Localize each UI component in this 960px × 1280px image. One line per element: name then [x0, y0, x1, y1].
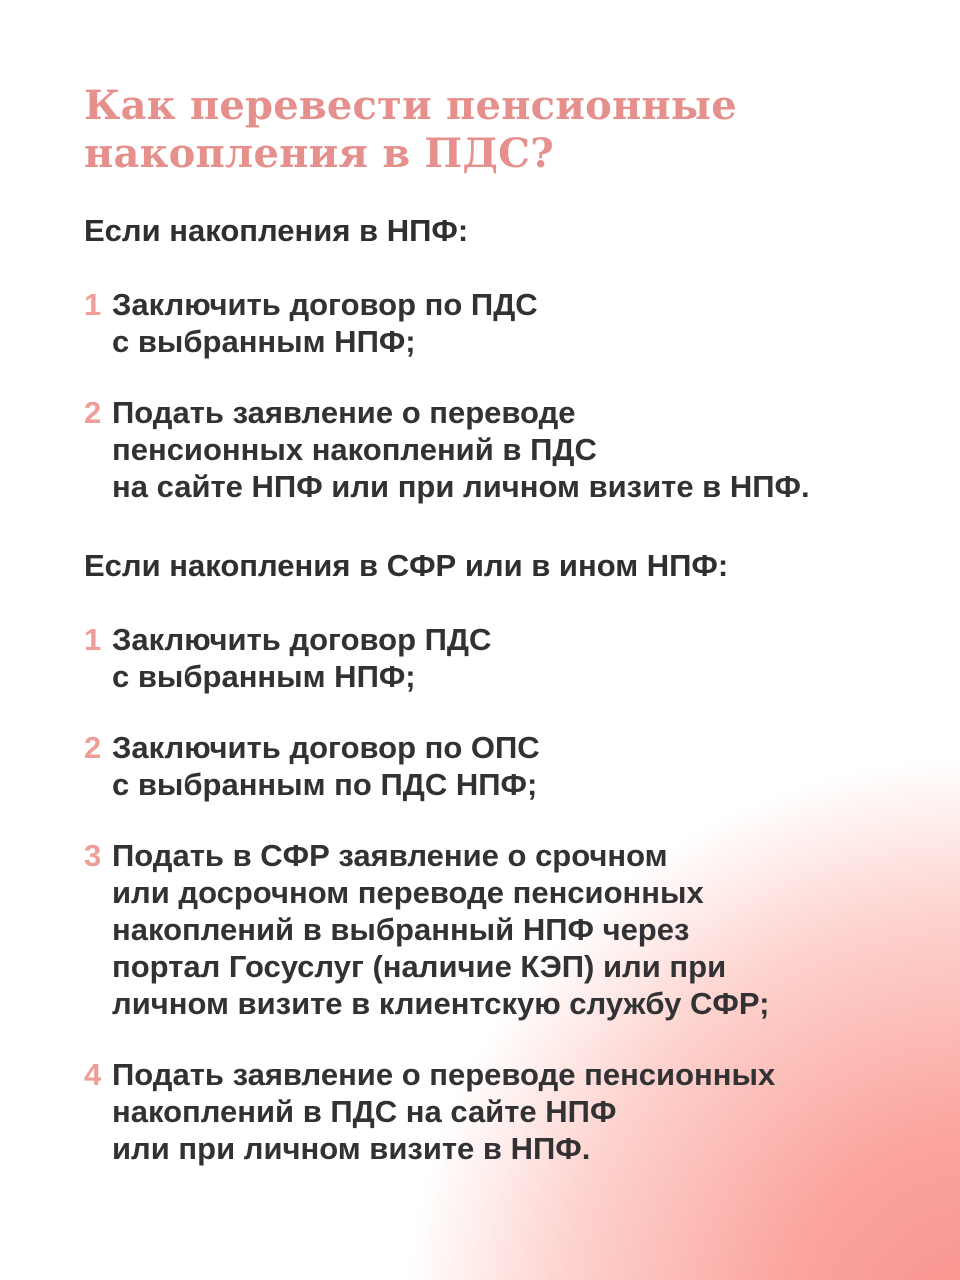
list-item	[84, 837, 900, 1022]
page-title	[84, 82, 900, 178]
item-line: с выбранным НПФ;	[112, 659, 416, 694]
item-number: 2	[84, 395, 102, 430]
item-number: 2	[84, 730, 102, 765]
item-line: накоплений в ПДС на сайте НПФ	[112, 1094, 617, 1129]
section-npf	[84, 214, 900, 505]
item-line: с выбранным по ПДС НПФ;	[112, 767, 538, 802]
item-number: 4	[84, 1057, 102, 1092]
section-header: Если накопления в СФР или в ином НПФ:	[84, 548, 729, 583]
item-line: пенсионных накоплений в ПДС	[112, 432, 597, 467]
list-item	[84, 729, 900, 803]
list-item	[84, 394, 900, 505]
item-line: портал Госуслуг (наличие КЭП) или при	[112, 949, 727, 984]
list-item	[84, 621, 900, 695]
list-item	[84, 286, 900, 360]
item-line: Подать заявление о переводе	[112, 395, 576, 430]
item-number: 3	[84, 838, 102, 873]
page-title-line: накопления в ПДС?	[84, 130, 554, 177]
item-line: или при личном визите в НПФ.	[112, 1131, 591, 1166]
section-header: Если накопления в НПФ:	[84, 213, 469, 248]
item-number: 1	[84, 287, 102, 322]
section-sfr	[84, 549, 900, 1167]
item-line: на сайте НПФ или при личном визите в НПФ.	[112, 469, 810, 504]
item-number: 1	[84, 622, 102, 657]
item-line: Заключить договор ПДС	[112, 622, 492, 657]
page-title-line: Как перевести пенсионные	[84, 82, 737, 129]
item-line: с выбранным НПФ;	[112, 324, 416, 359]
item-line: Подать в СФР заявление о срочном	[112, 838, 668, 873]
item-line: накоплений в выбранный НПФ через	[112, 912, 690, 947]
item-line: личном визите в клиентскую службу СФР;	[112, 986, 770, 1021]
item-line: Подать заявление о переводе пенсионных	[112, 1057, 776, 1092]
item-line: или досрочном переводе пенсионных	[112, 875, 704, 910]
list-item	[84, 1056, 900, 1167]
item-line: Заключить договор по ОПС	[112, 730, 540, 765]
item-line: Заключить договор по ПДС	[112, 287, 538, 322]
